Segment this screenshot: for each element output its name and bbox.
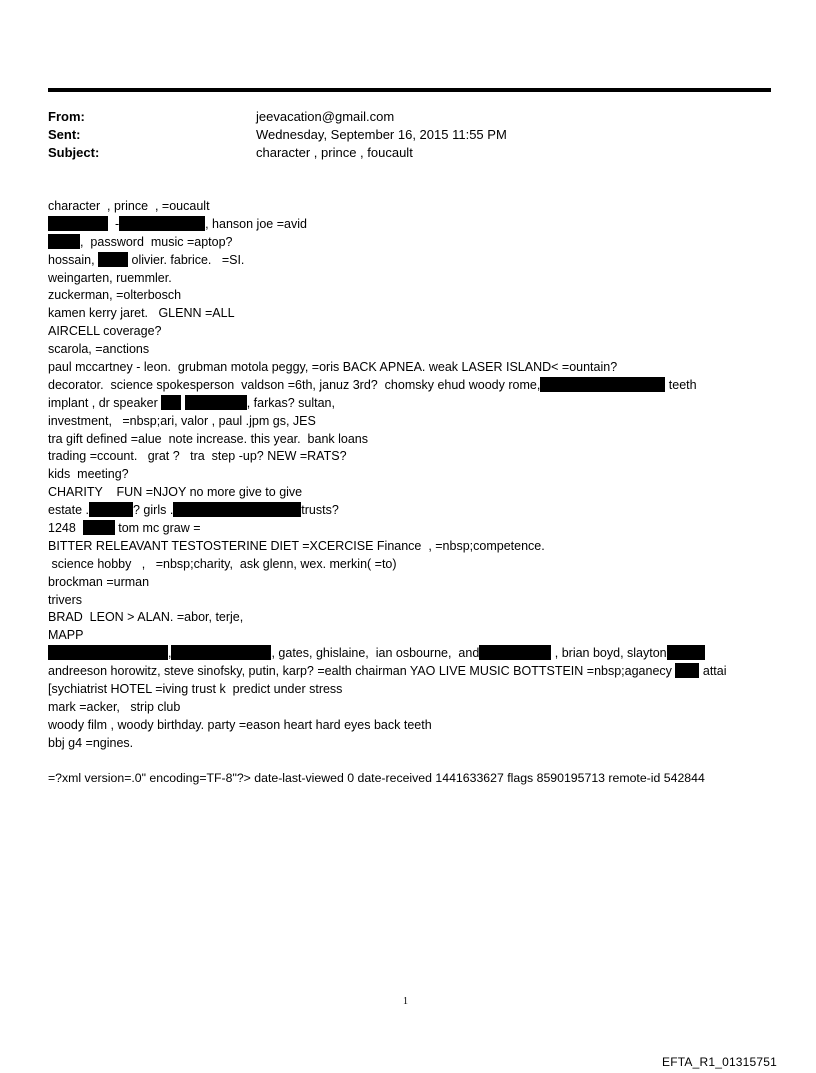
body-line: character , prince , =oucault xyxy=(48,199,210,213)
body-line: mark =acker, strip club xyxy=(48,699,181,714)
from-label: From: xyxy=(48,109,85,124)
email-body xyxy=(48,198,776,753)
subject-label: Subject: xyxy=(48,145,100,160)
sent-value: Wednesday, September 16, 2015 11:55 PM xyxy=(256,127,507,142)
document-reference: EFTA_R1_01315751 xyxy=(662,1055,778,1069)
body-line: trading =ccount. grat ? tra step -up? NEW =RATS? xyxy=(48,449,347,464)
body-line: andreeson horowitz, steve sinofsky, putin, karp? =ealth chairman YAO LIVE MUSIC BOTTSTEIN =nbsp;aganecy attai xyxy=(48,664,727,679)
header-rule xyxy=(48,88,771,92)
redaction-block xyxy=(540,377,665,392)
body-line: investment, =nbsp;ari, valor , paul .jpm gs, JES xyxy=(48,413,316,428)
body-line: brockman =urman xyxy=(48,574,150,589)
body-line: hossain, olivier. fabrice. =SI. xyxy=(48,252,245,267)
body-line: zuckerman, =olterbosch xyxy=(48,288,182,303)
redaction-block xyxy=(89,502,133,517)
body-line: trivers xyxy=(48,592,83,607)
body-line: CHARITY FUN =NJOY no more give to give xyxy=(48,485,303,500)
body-line: tra gift defined =alue note increase. this year. bank loans xyxy=(48,431,368,446)
body-line: BITTER RELEAVANT TESTOSTERINE DIET =XCERCISE Finance , =nbsp;competence. xyxy=(48,538,545,553)
body-line: estate . ? girls . trusts? xyxy=(48,503,339,518)
body-line: MAPP xyxy=(48,628,84,643)
body-line: woody film , woody birthday. party =eason heart hard eyes back teeth xyxy=(48,717,432,732)
xml-metadata-line: =?xml version=.0" encoding=TF-8"?> date-last-viewed 0 date-received 1441633627 flags 8590195713 remote-id 542844 xyxy=(48,771,705,785)
redaction-block xyxy=(171,645,271,660)
body-line: implant , dr speaker , farkas? sultan, xyxy=(48,395,335,410)
redaction-block xyxy=(173,502,301,517)
redaction-block xyxy=(83,520,115,535)
redaction-block xyxy=(479,645,551,660)
redaction-block xyxy=(48,216,108,231)
body-line: [sychiatrist HOTEL =iving trust k predict under stress xyxy=(48,682,343,697)
page-number: 1 xyxy=(403,996,408,1007)
redaction-block xyxy=(675,663,699,678)
body-line: kids meeting? xyxy=(48,467,129,482)
body-line: , , gates, ghislaine, ian osbourne, and , brian boyd, slayton xyxy=(48,645,776,663)
body-line: 1248 tom mc graw = xyxy=(48,521,201,536)
sent-label: Sent: xyxy=(48,127,81,142)
redaction-block xyxy=(161,395,181,410)
body-line: science hobby , =nbsp;charity, ask glenn, wex. merkin( =to) xyxy=(48,556,397,571)
redaction-block xyxy=(667,645,705,660)
body-line: paul mccartney - leon. grubman motola peggy, =oris BACK APNEA. weak LASER ISLAND< =ountain? xyxy=(48,360,618,375)
redaction-block xyxy=(119,216,205,231)
body-line: BRAD LEON > ALAN. =abor, terje, xyxy=(48,610,244,625)
redaction-block xyxy=(48,645,168,660)
body-line: , password music =aptop? xyxy=(48,234,776,252)
body-line: AIRCELL coverage? xyxy=(48,324,162,339)
body-line: scarola, =anctions xyxy=(48,342,150,357)
redaction-block xyxy=(48,234,80,249)
body-line: bbj g4 =ngines. xyxy=(48,735,134,750)
body-line: weingarten, ruemmler. xyxy=(48,270,172,285)
body-line: decorator. science spokesperson valdson =6th, januz 3rd? chomsky ehud woody rome, teeth xyxy=(48,377,697,392)
body-line: - , hanson joe =avid xyxy=(48,216,776,234)
subject-value: character , prince , foucault xyxy=(256,145,413,160)
body-line: kamen kerry jaret. GLENN =ALL xyxy=(48,306,235,321)
redaction-block xyxy=(185,395,247,410)
from-value: jeevacation@gmail.com xyxy=(256,109,395,124)
redaction-block xyxy=(98,252,128,267)
